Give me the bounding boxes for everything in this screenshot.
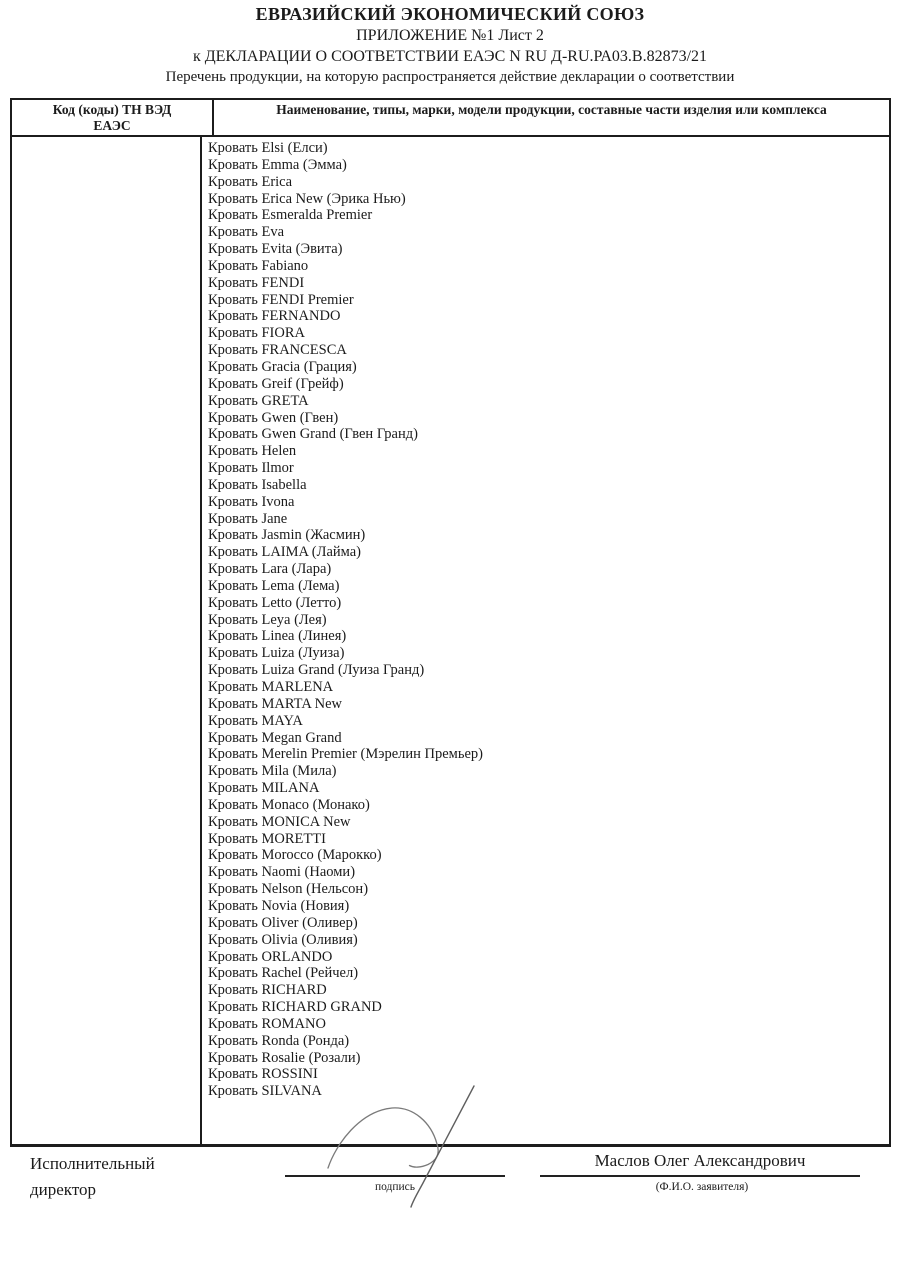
product-list-item: Кровать Mila (Мила) — [208, 763, 337, 780]
product-list-item: Кровать ROMANO — [208, 1015, 326, 1032]
product-list-item: Кровать SILVANA — [208, 1083, 322, 1100]
signature-ruled-line — [285, 1150, 505, 1177]
product-list-item: Кровать Olivia (Оливия) — [208, 931, 358, 948]
col-header-tnved-line1: Код (коды) ТН ВЭД — [52, 102, 172, 117]
product-list-item: Кровать Esmeralda Premier — [208, 207, 373, 224]
product-list-item: Кровать Novia (Новия) — [208, 897, 350, 914]
product-list-item: Кровать Lema (Лема) — [208, 577, 340, 594]
product-list-item: Кровать MORETTI — [208, 830, 326, 847]
product-list-item: Кровать Ronda (Ронда) — [208, 1032, 350, 1049]
table-header-row — [12, 100, 889, 137]
product-list-item: Кровать Luiza (Луиза) — [208, 645, 345, 662]
product-list-item: Кровать FERNANDO — [208, 308, 341, 325]
product-list-item: Кровать Ilmor — [208, 460, 294, 477]
product-list-item: Кровать Letto (Летто) — [208, 594, 342, 611]
product-list-item: Кровать Isabella — [208, 476, 307, 493]
product-list-item: Кровать RICHARD — [208, 982, 327, 999]
product-list-item: Кровать Evita (Эвита) — [208, 241, 343, 258]
product-list-item: Кровать Oliver (Оливер) — [208, 914, 358, 931]
product-list-item: Кровать Megan Grand — [208, 729, 342, 746]
applicant-name: Маслов Олег Александрович — [540, 1149, 860, 1177]
product-list-item: Кровать Merelin Premier (Мэрелин Премьер) — [208, 746, 483, 763]
product-list-item: Кровать Elsi (Елси) — [208, 140, 328, 156]
product-list-item: Кровать MILANA — [208, 780, 320, 797]
product-list-item: Кровать Rosalie (Розали) — [208, 1049, 361, 1066]
product-list-cell — [202, 137, 889, 1144]
product-list-item: Кровать Ivona — [208, 493, 295, 510]
product-list-item: Кровать Erica — [208, 173, 293, 190]
union-title: ЕВРАЗИЙСКИЙ ЭКОНОМИЧЕСКИЙ СОЮЗ — [255, 4, 645, 24]
product-list-item: Кровать Morocco (Марокко) — [208, 847, 382, 864]
product-list-caption: Перечень продукции, на которую распространяется действие декларации о соответствии — [165, 69, 735, 85]
signer-position-label: Исполнительный директор — [30, 1154, 155, 1199]
declaration-number-line: к ДЕКЛАРАЦИИ О СООТВЕТСТВИИ ЕАЭС N RU Д-RU.РА03.В.82873/21 — [192, 48, 708, 65]
product-list-item: Кровать MONICA New — [208, 813, 351, 830]
product-list-item: Кровать Gwen Grand (Гвен Гранд) — [208, 426, 418, 443]
product-list-item: Кровать MARLENA — [208, 679, 334, 695]
product-list-item: Кровать Rachel (Рейчел) — [208, 965, 359, 982]
appendix-subtitle: ПРИЛОЖЕНИЕ №1 Лист 2 — [356, 27, 544, 44]
product-list-item: Кровать MAYA — [208, 712, 303, 729]
product-list-item: Кровать Lara (Лара) — [208, 561, 332, 578]
product-list-item: Кровать GRETA — [208, 392, 309, 409]
product-list-item: Кровать Monaco (Монако) — [208, 796, 370, 813]
product-list-item: Кровать Jasmin (Жасмин) — [208, 527, 366, 544]
table-body-row — [12, 137, 889, 1144]
product-list-item: Кровать LAIMA (Лайма) — [208, 544, 362, 561]
product-list-item: Кровать Linea (Линея) — [208, 628, 347, 645]
product-list-item: Кровать Nelson (Нельсон) — [208, 881, 369, 898]
col-header-product-name: Наименование, типы, марки, модели продукции, составные части изделия или комплекса — [276, 102, 827, 117]
product-list-item: Кровать Helen — [208, 443, 297, 460]
product-list-item: Кровать Emma (Эмма) — [208, 156, 347, 173]
product-list-item: Кровать Naomi (Наоми) — [208, 864, 356, 881]
col-header-tnved — [12, 100, 214, 135]
col-header-tnved-line2: ЕАЭС — [93, 117, 131, 133]
tnved-code-cell — [12, 137, 202, 1144]
product-list-item: Кровать Fabiano — [208, 257, 309, 274]
product-list-item: Кровать FENDI — [208, 274, 305, 291]
product-list-item: Кровать Greif (Грейф) — [208, 375, 344, 392]
product-list-item: Кровать FRANCESCA — [208, 342, 347, 359]
product-list-item: Кровать Jane — [208, 510, 288, 527]
product-list-item: Кровать Eva — [208, 224, 285, 241]
product-list-item: Кровать Erica New (Эрика Нью) — [208, 190, 406, 207]
product-list-item: Кровать ORLANDO — [208, 948, 333, 965]
product-list-item: Кровать MARTA New — [208, 695, 342, 712]
products-table — [10, 98, 891, 1147]
product-list-item: Кровать Leya (Лея) — [208, 611, 327, 628]
signature-caption: подпись — [374, 1181, 416, 1193]
product-list-item: Кровать Gracia (Грация) — [208, 358, 357, 375]
product-list-item: Кровать RICHARD GRAND — [208, 999, 382, 1016]
product-list-item: Кровать Luiza Grand (Луиза Гранд) — [208, 662, 425, 679]
product-list-item: Кровать FENDI Premier — [208, 291, 354, 308]
product-list-item: Кровать FIORA — [208, 325, 305, 342]
product-list-item: Кровать ROSSINI — [208, 1066, 318, 1083]
product-list-item: Кровать Gwen (Гвен) — [208, 409, 339, 426]
applicant-name-caption: (Ф.И.О. заявителя) — [655, 1181, 749, 1193]
